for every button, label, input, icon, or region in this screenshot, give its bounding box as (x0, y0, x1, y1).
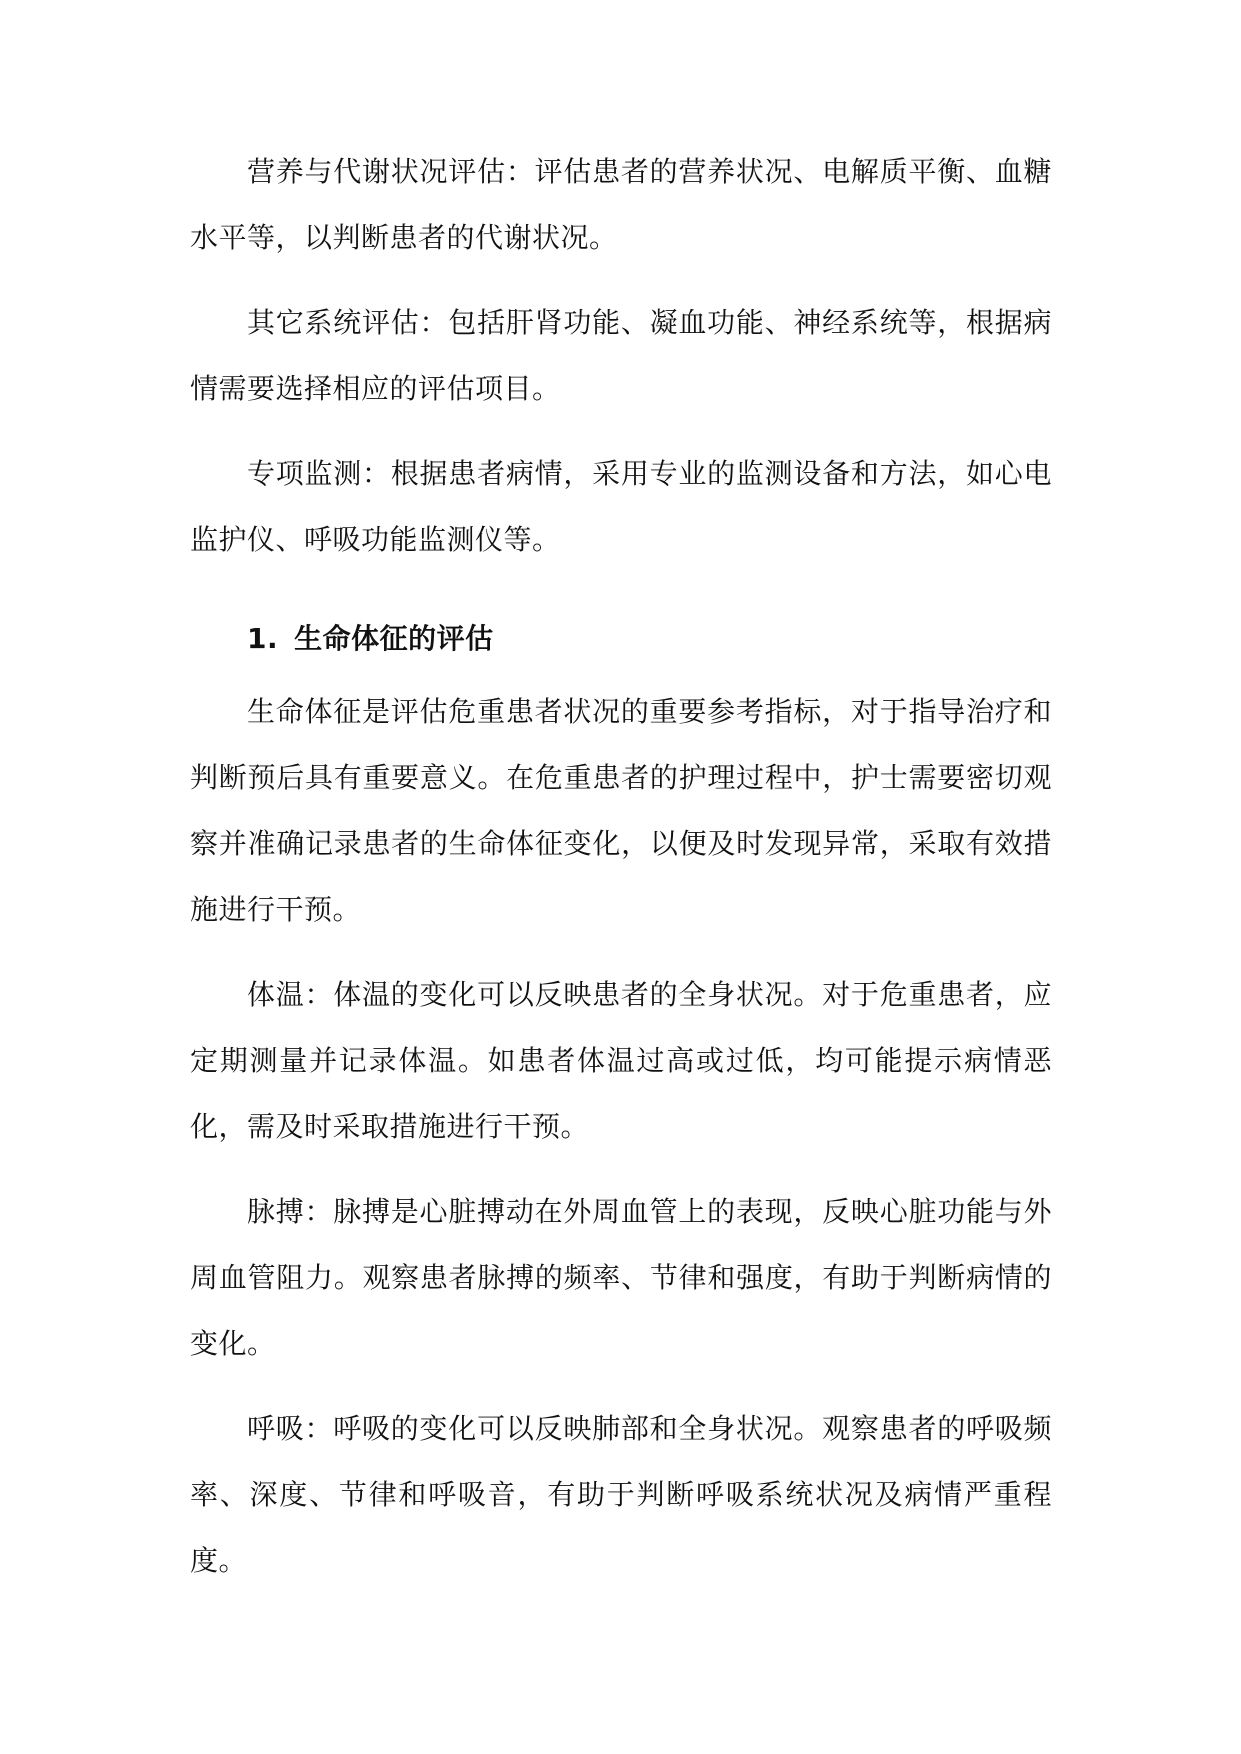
paragraph-special-monitoring: 专项监测：根据患者病情，采用专业的监测设备和方法，如心电监护仪、呼吸功能监测仪等。 (190, 457, 1052, 556)
paragraph-nutrition-metabolism: 营养与代谢状况评估：评估患者的营养状况、电解质平衡、血糖水平等，以判断患者的代谢状况。 (190, 155, 1052, 254)
paragraph-vital-signs-intro: 生命体征是评估危重患者状况的重要参考指标，对于指导治疗和判断预后具有重要意义。在危重患者的护理过程中，护士需要密切观察并准确记录患者的生命体征变化，以便及时发现异常，采取有效措施进行干预。 (190, 695, 1052, 926)
paragraph-temperature: 体温：体温的变化可以反映患者的全身状况。对于危重患者，应定期测量并记录体温。如患者体温过高或过低，均可能提示病情恶化，需及时采取措施进行干预。 (190, 978, 1052, 1143)
paragraph-pulse: 脉搏：脉搏是心脏搏动在外周血管上的表现，反映心脏功能与外周血管阻力。观察患者脉搏的频率、节律和强度，有助于判断病情的变化。 (190, 1195, 1052, 1360)
document-body (190, 139, 1052, 1613)
paragraph-respiration: 呼吸：呼吸的变化可以反映肺部和全身状况。观察患者的呼吸频率、深度、节律和呼吸音，有助于判断呼吸系统状况及病情严重程度。 (190, 1412, 1052, 1577)
section-title: 生命体征的评估 (294, 622, 494, 655)
section-number: 1. (247, 622, 279, 655)
section-heading (190, 606, 1052, 672)
paragraph-other-systems: 其它系统评估：包括肝肾功能、凝血功能、神经系统等，根据病情需要选择相应的评估项目。 (190, 306, 1052, 405)
